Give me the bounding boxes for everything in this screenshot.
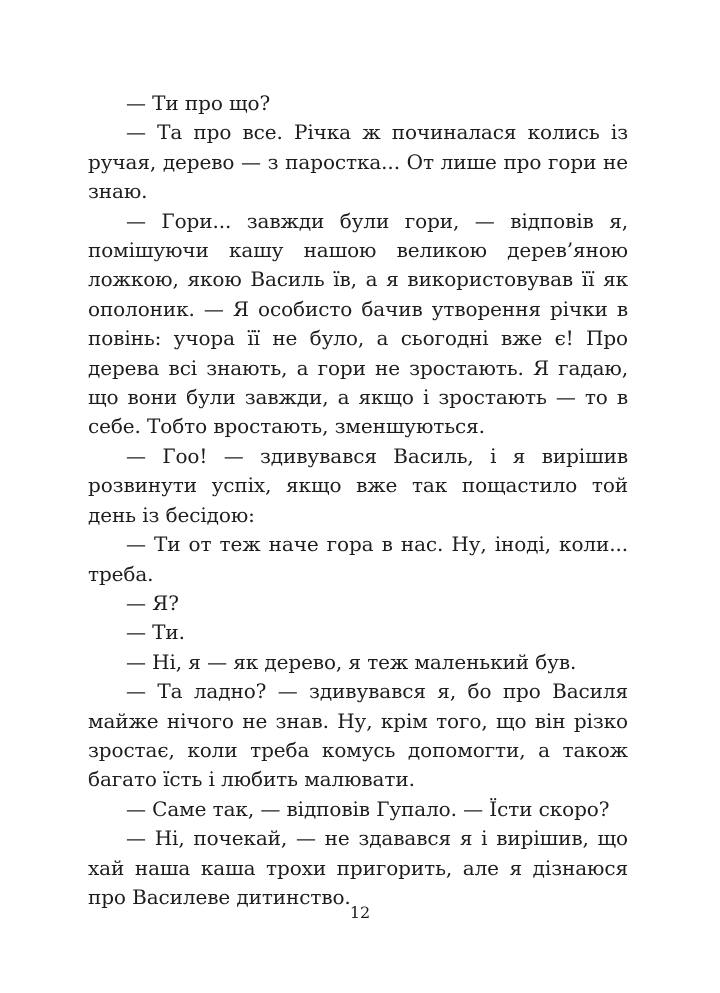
paragraph: — Та про все. Річка ж починалася колись із ручая, дерево — з паростка... От лише про гори не знаю.	[88, 120, 628, 204]
paragraph: — Ні, почекай, — не здавався я і вирішив, що хай наша каша трохи пригорить, але я дізнаюся про Василеве дитинство.	[88, 826, 628, 909]
paragraph: — Ти про що?	[126, 91, 271, 115]
paragraph: — Ти.	[126, 620, 185, 645]
paragraph: — Гоо! — здивувався Василь, і я вирішив розвинути успіх, якщо вже так пощастило той день із бесідою:	[88, 443, 628, 527]
paragraph: — Ти от теж наче гора в нас. Ну, іноді, коли... треба.	[88, 532, 628, 586]
paragraph: — Саме так, — відповів Гупало. — Їсти скоро?	[126, 796, 610, 821]
paragraph: — Гори... завжди були гори, — відповів я, помішуючи кашу нашою великою дерев’яною ложкою, якою Василь їв, а я використовував її як ополоник. — Я особисто бачив утворення річки в повінь: учора її не було, а сьогодні вже є! Про дерева всі знають, а гори не зростають. Я гадаю, що вони були завжди, а якщо і зростають — то в себе. Тобто вростають, зменшуються.	[88, 208, 628, 439]
paragraph: — Я?	[126, 590, 179, 615]
page-text	[88, 89, 628, 912]
paragraph: — Та ладно? — здивувався я, бо про Василя майже нічого не знав. Ну, крім того, що він різко зростає, коли треба комусь допомогти, а також багато їсть і любить малювати.	[88, 679, 628, 792]
paragraph: — Ні, я — як дерево, я теж маленький був.	[126, 649, 577, 674]
page-number: 12	[349, 903, 371, 922]
